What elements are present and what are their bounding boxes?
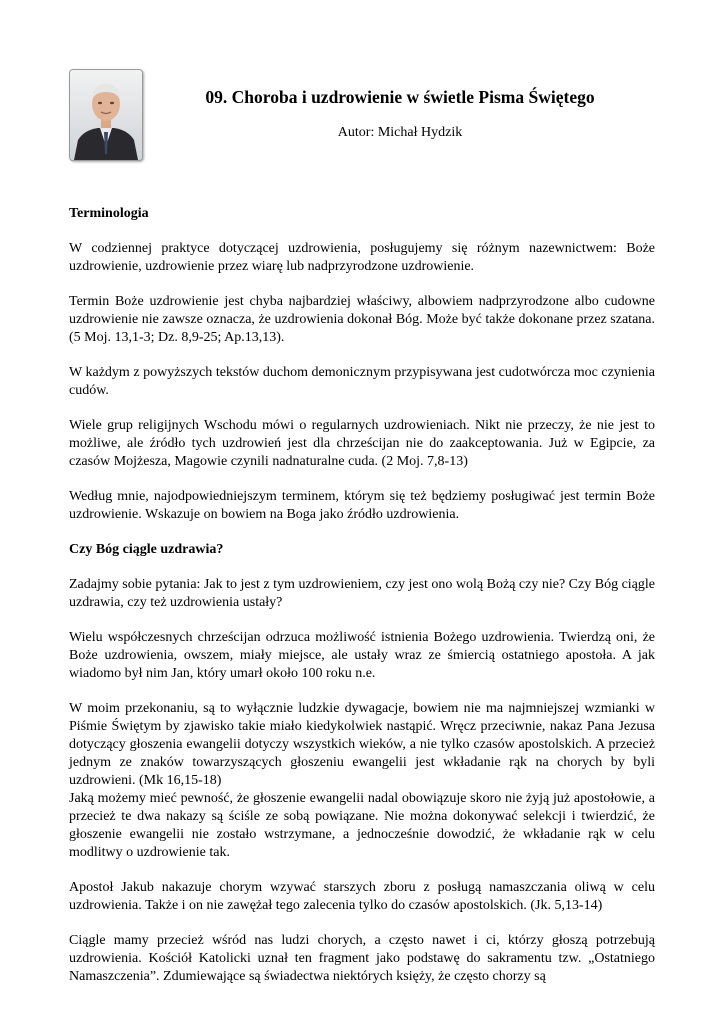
section-heading-terminology: Terminologia [69, 206, 149, 221]
paragraph: W moim przekonaniu, są to wyłącznie ludzkie dywagacje, bowiem nie ma najmniejszej wzmianki w Piśmie Świętym by zjawisko takie miało kiedykolwiek nastąpić. Wręcz przeciwnie, nakaz Pana Jezusa dotyczący głoszenia ewangelii dotyczy wszystkich wieków, a nie tylko czasów apostolskich. A przecież jednym ze znaków towarzyszących głoszeniu ewangelii jest wkładanie rąk na chorych by byli uzdrowieni. (Mk 16,15-18) [69, 701, 655, 788]
paragraph: Apostoł Jakub nakazuje chorym wzywać starszych zboru z posługą namaszczania oliwą w celu uzdrowienia. Także i on nie zawężał tego zalecenia tylko do czasów apostolskich. (Jk. 5,13-14) [69, 880, 655, 913]
paragraph: W codziennej praktyce dotyczącej uzdrowienia, posługujemy się różnym nazewnictwem: Boże uzdrowienie, uzdrowienie przez wiarę lub nadprzyrodzone uzdrowienie. [69, 241, 655, 274]
paragraph: Termin Boże uzdrowienie jest chyba najbardziej właściwy, albowiem nadprzyrodzone albo cudowne uzdrowienie nie zawsze oznacza, że uzdrowienia dokonał Bóg. Może być także dokonane przez szatana. (5 Moj. 13,1-3; Dz. 8,9-25; Ap.13,13). [69, 294, 655, 345]
paragraph: Według mnie, najodpowiedniejszym terminem, którym się też będziemy posługiwać jest termin Boże uzdrowienie. Wskazuje on bowiem na Boga jako źródło uzdrowienia. [69, 489, 655, 522]
paragraph: Ciągle mamy przecież wśród nas ludzi chorych, a często nawet i ci, którzy głoszą potrzebują uzdrowienia. Kościół Katolicki uznał ten fragment jako podstawę do sakramentu tzw. „Ostatniego Namaszczenia”. Zdumiewające są świadectwa niektórych księży, że często chorzy są [69, 933, 655, 984]
page-title: 09. Choroba i uzdrowienie w świetle Pisma Świętego [205, 87, 595, 107]
section-heading-healing: Czy Bóg ciągle uzdrawia? [69, 542, 224, 557]
author-line: Autor: Michał Hydzik [337, 125, 463, 140]
paragraph: W każdym z powyższych tekstów duchom demonicznym przypisywana jest cudotwórcza moc czynienia cudów. [69, 365, 655, 398]
author-portrait-icon [70, 70, 142, 160]
paragraph: Wiele grup religijnych Wschodu mówi o regularnych uzdrowieniach. Nikt nie przeczy, że nie jest to możliwe, ale źródło tych uzdrowień jest dla chrześcijan nie do zaakceptowania. Już w Egipcie, za czasów Mojżesza, Magowie czynili nadnaturalne cuda. (2 Moj. 7,8-13) [69, 418, 655, 469]
paragraph: Wielu współczesnych chrześcijan odrzuca możliwość istnienia Bożego uzdrowienia. Twierdzą oni, że Boże uzdrowienia, owszem, miały miejsce, ale ustały wraz ze śmiercią ostatniego apostoła. A jak wiadomo był nim Jan, który umarł około 100 roku n.e. [69, 630, 655, 681]
paragraph: Jaką możemy mieć pewność, że głoszenie ewangelii nadal obowiązuje skoro nie żyją już apostołowie, a przecież te dwa nakazy są ściśle ze sobą powiązane. Nie można dokonywać selekcji i twierdzić, że głoszenie ewangelii nie zostało wstrzymane, a jednocześnie dowodzić, że wkładanie rąk w celu modlitwy o uzdrowienie tak. [69, 791, 655, 860]
paragraph: Zadajmy sobie pytania: Jak to jest z tym uzdrowieniem, czy jest ono wolą Bożą czy nie? Czy Bóg ciągle uzdrawia, czy też uzdrowienia ustały? [69, 577, 655, 610]
author-photo [69, 69, 143, 161]
document-body [69, 205, 655, 986]
